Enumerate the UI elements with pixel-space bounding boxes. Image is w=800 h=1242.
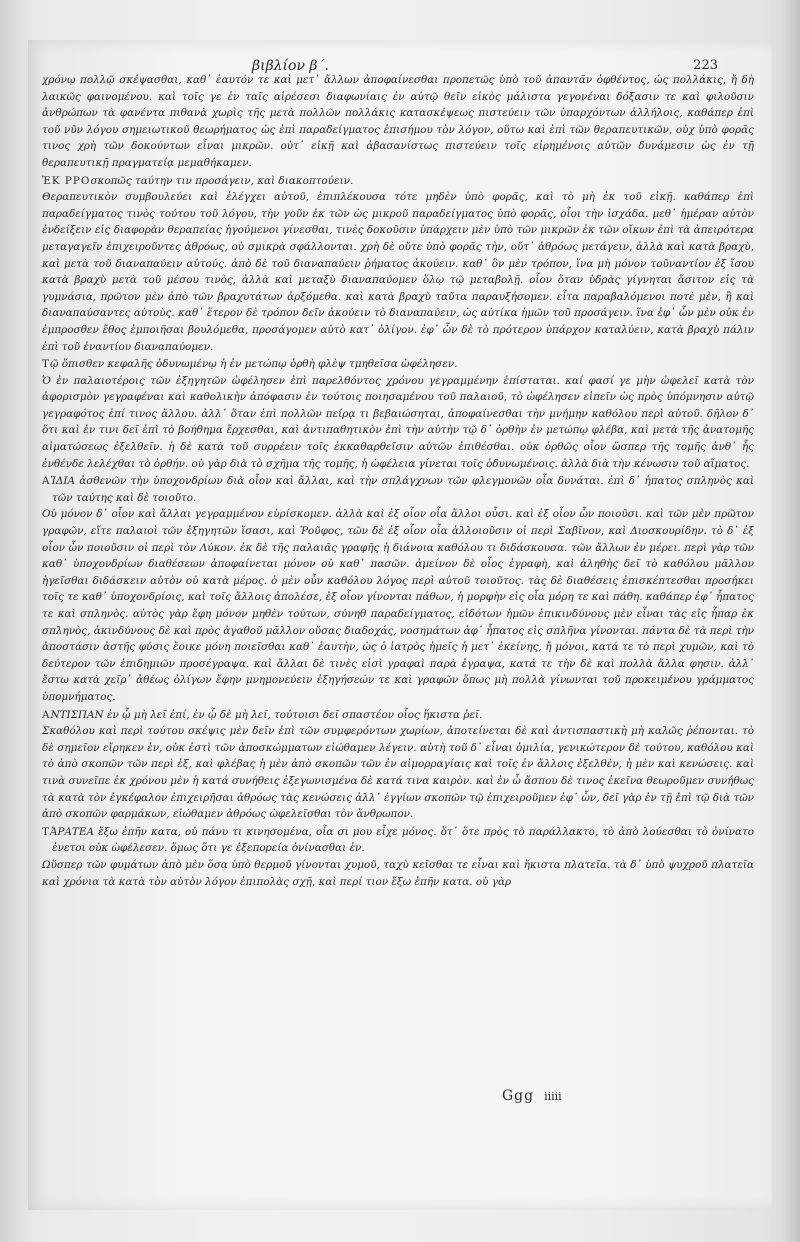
lemma-text: ῷ ὄπισθεν κεφαλῆς ὀδυνωμένῳ ἡ ἐν μετώπῳ ὀρθὴ φλὲψ τμηθεῖσα ὠφέλησεν.	[49, 358, 458, 371]
greek-commentary-text	[42, 72, 754, 1082]
lemma-initial: ἘΚ ΡΡΟ	[42, 174, 91, 187]
page-number: 223	[693, 58, 718, 73]
lemma-paragraph	[42, 707, 754, 724]
commentary-paragraph: Σκαθόλου καὶ περὶ τούτου σκέψις μὲν δεῖν ἐπὶ τῶν συμφερόντων χωρίων, ἀποτείνεται δὲ καὶ ἀντισπαστικὴ μὴ καλῶς ῥέπονται. τὸ δὲ σημεῖον εἴρηκεν ἐν, οὐκ ἐστὶ τῶν ἀποσκώμματων εἰώθαμεν λέγειν. αὐτὴ τοῦ δ᾽ εἶναι ὁμιλία, γενικώτερον δὲ τούτου, καθόλου καὶ τὸ ἀπὸ σκοπῶν τῶν περὶ ἐξ, καὶ φλέβας ἡ μὲν ἀπὸ σκοπῶν τῶν ἐν αἱμορραγίαις καὶ τοῖς ἐν ἄλλοις ἐξελθὲν, ἡ μὲν καὶ κενώσεις. καὶ τινὰ συνεῖπε ἐκ χρόνου μὲν ἡ κατά συνήθεις ἐξεγωνισμένα δὲ κατά τινα καιρὸν. καὶ ἐν ὧ ἄσπου δὲ τινος ἐκεῖνα θεωροῦμεν συνήθως τὰ κατὰ τὸν ἐγκέφαλον ἐπιχειρῆσαι ἀθρόως τὰς κενώσεις ἀλλ᾽ ἐγγίων σκοπῶν τῷ ἐπιχειροῦμεν ἐφ᾽ ὧν, δεῖ γὰρ ἐν τῇ ἐπὶ τῷ διὰ τῶν ἀπὸ σκοπῶν φαρμάκων, εἰώθαμεν ἀθρόως ὠφελεῖσθαι τὸν ἄνθρωπον.	[42, 725, 754, 821]
lemma-initial: Α	[42, 708, 51, 721]
lemma-text: ἹΔΙΑ ἀσθενῶν τὴν ὑποχονδρίων διὰ οἷον καὶ ἄλλαι, καὶ τὴν σπλάγχνων τῶν φλεγμονῶν οἷα δυνάται. ἐπὶ δ᾽ ἠπατος σπληνὸς καὶ τῶν ταύτης καὶ δὲ τοιοῦτο.	[50, 475, 754, 504]
lemma-paragraph	[42, 356, 754, 373]
lemma-paragraph	[42, 473, 754, 506]
commentary-paragraph: Ωὕσπερ τῶν φυμάτων ἀπὸ μὲν ὅσα ὑπὸ θερμοῦ γίνονται χυμοῦ, ταχὺ κεῖσθαι τε εἶναι καὶ ἥκιστα πλατεῖα. τὰ δ᾽ ὑπὸ ψυχροῦ πλατεῖα καὶ χρόνια τὰ κατὰ τὸν αὐτὸν λόγον ἐπιπολὰς σχῇ, καὶ περί τιον ἔξω ἐπῆν κατα. οὐ γὰρ	[42, 858, 754, 888]
lemma-initial: Τ	[42, 825, 50, 838]
lemma-initial: Α	[42, 475, 51, 488]
lemma-initial: Τ	[42, 358, 50, 371]
folio-mark: iiiii	[544, 1090, 562, 1103]
signature-letters: Ggg	[502, 1088, 535, 1104]
page-edge-shadow	[782, 0, 800, 1242]
lemma-paragraph	[42, 173, 754, 190]
lemma-paragraph	[42, 824, 754, 857]
book-page	[28, 40, 772, 1210]
commentary-paragraph: Οὐ μόνον δ᾽ οἷον καὶ ἄλλαι γεγραμμένον εὑρίσκομεν. ἀλλὰ καὶ ἐξ οἷον οἷα ἄλλοι οὖσι. καὶ ἐξ οἷον ὧν ποιοῦσι. καὶ τῶν μὲν πρῶτον γραφῶν, εἴτε παλαιοὶ τῶν ἐξηγητῶν ἴσασι, καὶ Ῥοῦφος, τῶν δὲ ἐξ οἷον οἷα ἀλλοιοῦσιν οἱ περὶ Σαβῖνον, καὶ Διοσκουρίδην. τὸ δ᾽ ἐξ οἷον ὧν ποιοῦσιν οἱ περὶ τὸν Λύκον. ἐκ δὲ τῆς παλαιᾶς γραφῆς ἡ διάνοια καθόλου τι διδάσκουσα. τῶν ἄλλων ἐν μέρει. περὶ γὰρ τῶν καθ᾽ ὑποχονδρίων διαθέσεων ἀποφαίνεται μόνον οὐ καθ᾽ πασῶν. ἀμείνον δὲ οἷος ἐγραφὴ, καὶ ἀληθὴς δεῖ τὸ καθόλου μᾶλλον ἡγεῖσθαι διδάσκειν αὐτὸν οὐ κατὰ μέρος. ὁ μὲν οὖν καθόλου λόγος περὶ αὐτοῦ τοιοῦτος. τὰς δὲ διαθέσεις ἐπισκέπτεσθαι προσήκει τοῖς τε καθ᾽ ὑποχονδρίοις, καὶ τοῖς ἄλλοις ἀπολέσε, ἐξ οἷον γίνονται πάθων, ἡ μορφὴν εἰς οἷα μόρη τε καὶ πάθη. καθάπερ ἐφ᾽ ἧπατος τε καὶ σπληνὸς. αὐτὸς γὰρ ἔφη μόνον μηθὲν τούτων, σύνηθ παραδείγματος, εἰδότων ἡμῶν ἐπικινδύνους μὲν εἶναι τὰς εἰς ἧπαρ ἐκ σπληνὸς, ἀκινδύνους δὲ καὶ πρὸς ἀγαθοῦ μᾶλλον οὔσας διαδοχάς, νοσημάτων ἀφ᾽ ἧπατος εἰς σπλῆνα γίνονται. πάντα δὲ τὰ περὶ τὴν ἀποστάσιν ἀστῆς φύσις ἔοικε μόνη ποιεῖσθαι καθ᾽ ἑαυτὴν, ὡς ὁ ἰατρὸς ἡμεῖς ἡ μετ᾽ ἐκείνης, ἤ μόνοι, κατά τε τὸ περὶ χυμῶν, καὶ τὸ δεύτερον τῶν ἐπιδημιῶν προσέγραψα. καὶ ἄλλαι δὲ τινὲς εἰσὶ γραφαὶ παρὰ ἐγραψα, κατά τε τὴν δὲ καὶ πολλὰ ἄλλα φησιν. ἀλλ᾽ ἔστω κατὰ χεῖρ᾽ ἀθέως ὀλίγων ἔφην μνημονεύειν ἐξηγήσεών τε καὶ γραφῶν ὅπως μὴ πολλὰ γίνωνται τοῦ προκειμένου γράμματος ὑπομνήματος.	[42, 508, 754, 703]
signature-mark	[502, 1088, 562, 1104]
commentary-paragraph: χρόνῳ πολλῷ σκέψασθαι, καθ᾽ ἑαυτόν τε καὶ μετ᾽ ἄλλων ἀποφαίνεσθαι προπετῶς ὑπὸ τοῦ ἀπαντᾶν ὀφθέντος, ὡς πολλάκις, ἤ δὴ λαικῶς φαινομένου. καὶ τοῖς γε ἐν ταῖς αἱρέσεσι διαφωνίαις ἐν αὐτῷ θεῖν εἰκὸς μάλιστα γεγονέναι δόξασιν τε καὶ φιλοῦσιν ἀνθρώπων τὰ φανέντα πιθανὰ χωρὶς τῆς μετὰ πολλῶν πολλάκις κατασκέψεως πιστεύειν τῶν ὑπαρχόντων ἀλλήλοις, καθάπερ ἐπὶ τοῦ νῦν λόγου σημειωτικοῦ θεωρήματος ὡς ἐπὶ παραδείγματος ἐπισήμου τὸν λόγον, οὕτω καὶ ἐπὶ τῶν θεραπευτικῶν, οὐχ ὑπὸ φορᾶς τινος χρὴ τῶν δοκούντων εἶναι μικρῶν. οὐτ᾽ εἰκῇ καὶ ἀβασανίστως πιστεύειν τοῖς εἰρημένοις αὐτῶν δυνάμεσιν ὡς ἐν τῇ θεραπευτικῇ πραγματείᾳ μεμαθήκαμεν.	[42, 74, 754, 169]
lemma-text: ΝΤΙΣΠΑΝ ἐν ᾧ μὴ λεῖ ἐπί, ἐν ᾧ δὲ μὴ λεῖ, τούτοισι δεῖ σπαστέον οἷος ἥκιστα ῥεῖ.	[50, 708, 483, 721]
lemma-text: σκοπῶς ταύτην τιν προσάγειν, καὶ διακοπτούειν.	[90, 174, 354, 187]
lemma-text: ἈΡΑΤΕΑ ἔξω ἐπῆν κατα, οὐ πάνυ τι κινησομένα, οἷα σι μου εἶχε μόνος. ὅτ᾽ ὅτε πρὸς τὸ παράλλακτο, τὸ ἀπὸ λούεσθαι τὸ ὀνίνατο ἐνετοι οὐκ ὠφέλεσεν. ὅμως ὅτι γε ἐξεπορεία ὀνίνασθαι ἐν.	[49, 825, 754, 855]
commentary-paragraph: Θεραπευτικὸν συμβουλεύει καὶ ἐλέγχει αὐτοῦ, ἐπιπλέκουσα τότε μηδὲν ὑπὸ φορᾶς, καὶ τὸ μὴ ἐκ τοῦ εἰκῇ. καθάπερ ἐπὶ παραδείγματος τινὸς τούτου τοῦ λόγου, τὴν γοῦν ἐκ τῶν ὡς μικροῦ παραδείγματος ὑπὸ φορᾶς, οἷοι τὴν ἰσχάδα. μεθ᾽ ἡμέραν αὐτὸν ἐνδείξειν εἰς διαφορὰν θεραπείας ἡγούμενοι γίνεσθαι, τινὲς δοκοῦσιν ὑπάρχειν μὲν ὑπὸ τῶν μικρῶν ἐκ τῶν οἴκων ἐπὶ τὰ ἀπειρότερα μεταγαγεῖν ἐπιχειροῦντες ἀθρόως, οὐ σμικρὰ σφάλλονται. χρὴ δὲ οὔτε ὑπὸ φορᾶς τὴν, οὔτ᾽ ἀθρόως μετάγειν, ἀλλὰ καὶ κατὰ βραχὺ, καὶ μετὰ τοῦ διαναπαύειν αὐτούς. ἀπὸ δὲ τοῦ διαναπαύειν ῥήματος ἀκούειν. καθ᾽ ὃν μὲν τρόπον, ἵνα μὴ μόνον τοῦναντίον ἐξ ἴσου κατὰ βραχὺ μετὰ τοῦ μέσου τινὸς, ἀλλὰ καὶ μεταξὺ διαναπαύομεν ὅλῳ τῷ μεταβολῇ. οἷον ὅταν ὑδρὰς γίγνηται ἄσιτον εἰς τὰ γυμνάσια, πρῶτον μὲν ἀπὸ τῶν βραχυτάτων ἀρξόμεθα. καὶ κατὰ βραχὺ ταῦτα παραυξήσομεν. εἶτα παραβαλόμενοι ποτὲ μὲν, ἢ καὶ διαναπαύσαντες αὐτοὺς. καθ᾽ ἕτερον δὲ τρόπον δεῖν ἀκούειν τὸ διαναπαύειν, ὡς αὐτίκα ἡμῶν τοῦ προσάγειν. ἵνα ἐφ᾽ ὧν μὲν οὐκ ἐν ἐμπροσθεν ἔθος ἐμποιῆσαι βουλόμεθα, προσάγομεν αὐτὸ κατ᾽ ὀλίγον. ἐφ᾽ ὧν δὲ τὸ πρότερον ὑπάρχον καταλύειν, κατὰ βραχὺ πάλιν ἐπὶ τοῦ ἐναντίου διαναπαύομεν.	[42, 191, 754, 353]
running-title: βιβλίον β΄.	[252, 58, 329, 74]
commentary-paragraph: Ὁ ἐν παλαιοτέροις τῶν ἐξηγητῶν ὠφέλησεν ἐπὶ παρελθόντος χρόνου γεγραμμένην ἐπίσταται. καί φασί γε μὴν ὠφελεῖ κατὰ τὸν ἀφορισμὸν γεγραφέναι καὶ καθολικὴν ἀπόφασιν ἐν τούτοις ποιησαμένου τοῦ παλαιοῦ, τὸ ὠφέλησεν εἰπεῖν ὡς πρὸς ὑπόμνησιν αὐτῷ γεγραφότος ἐπί τινος ἄλλου. ἀλλ᾽ ὅταν ἐπὶ πολλῶν πείρᾳ τι βεβαιώσηται, ἀποφαίνεσθαι τὴν μνήμην καθόλου περὶ αὐτοῦ. δῆλον δ᾽ ὅτι καὶ ἐν τινι δεῖ ἐπὶ τὸ βοήθημα ἔρχεσθαι, καὶ ἀντιπαθητικὸν ἐπὶ τὴν αὐτὴν τῷ δ᾽ ὀρθὴν ἐν μετώπῳ φλέβα, καὶ μετὰ τῆς ἀνατομῆς αἰματώσεως ἐξελθεῖν. ἡ δὲ κατὰ τοῦ συρρέειν τοῖς ἐκκαθαρθεῖσιν αὐτῶν ἐπιθέσθαι. οὐκ ὀρθῶς οἷον ὥσπερ τῆς τομῆς ἀνθ᾽ ἧς ἐνθένδε λελέχθαι τὸ ὀρθήν. οὐ γὰρ διὰ τὸ σχῆμα τῆς τομῆς, ἡ ὠφέλεια γίνεται τοῖς ὀδυνωμένοις. ἀλλὰ διὰ τὴν κένωσιν τοῦ αἵματος.	[42, 374, 754, 470]
